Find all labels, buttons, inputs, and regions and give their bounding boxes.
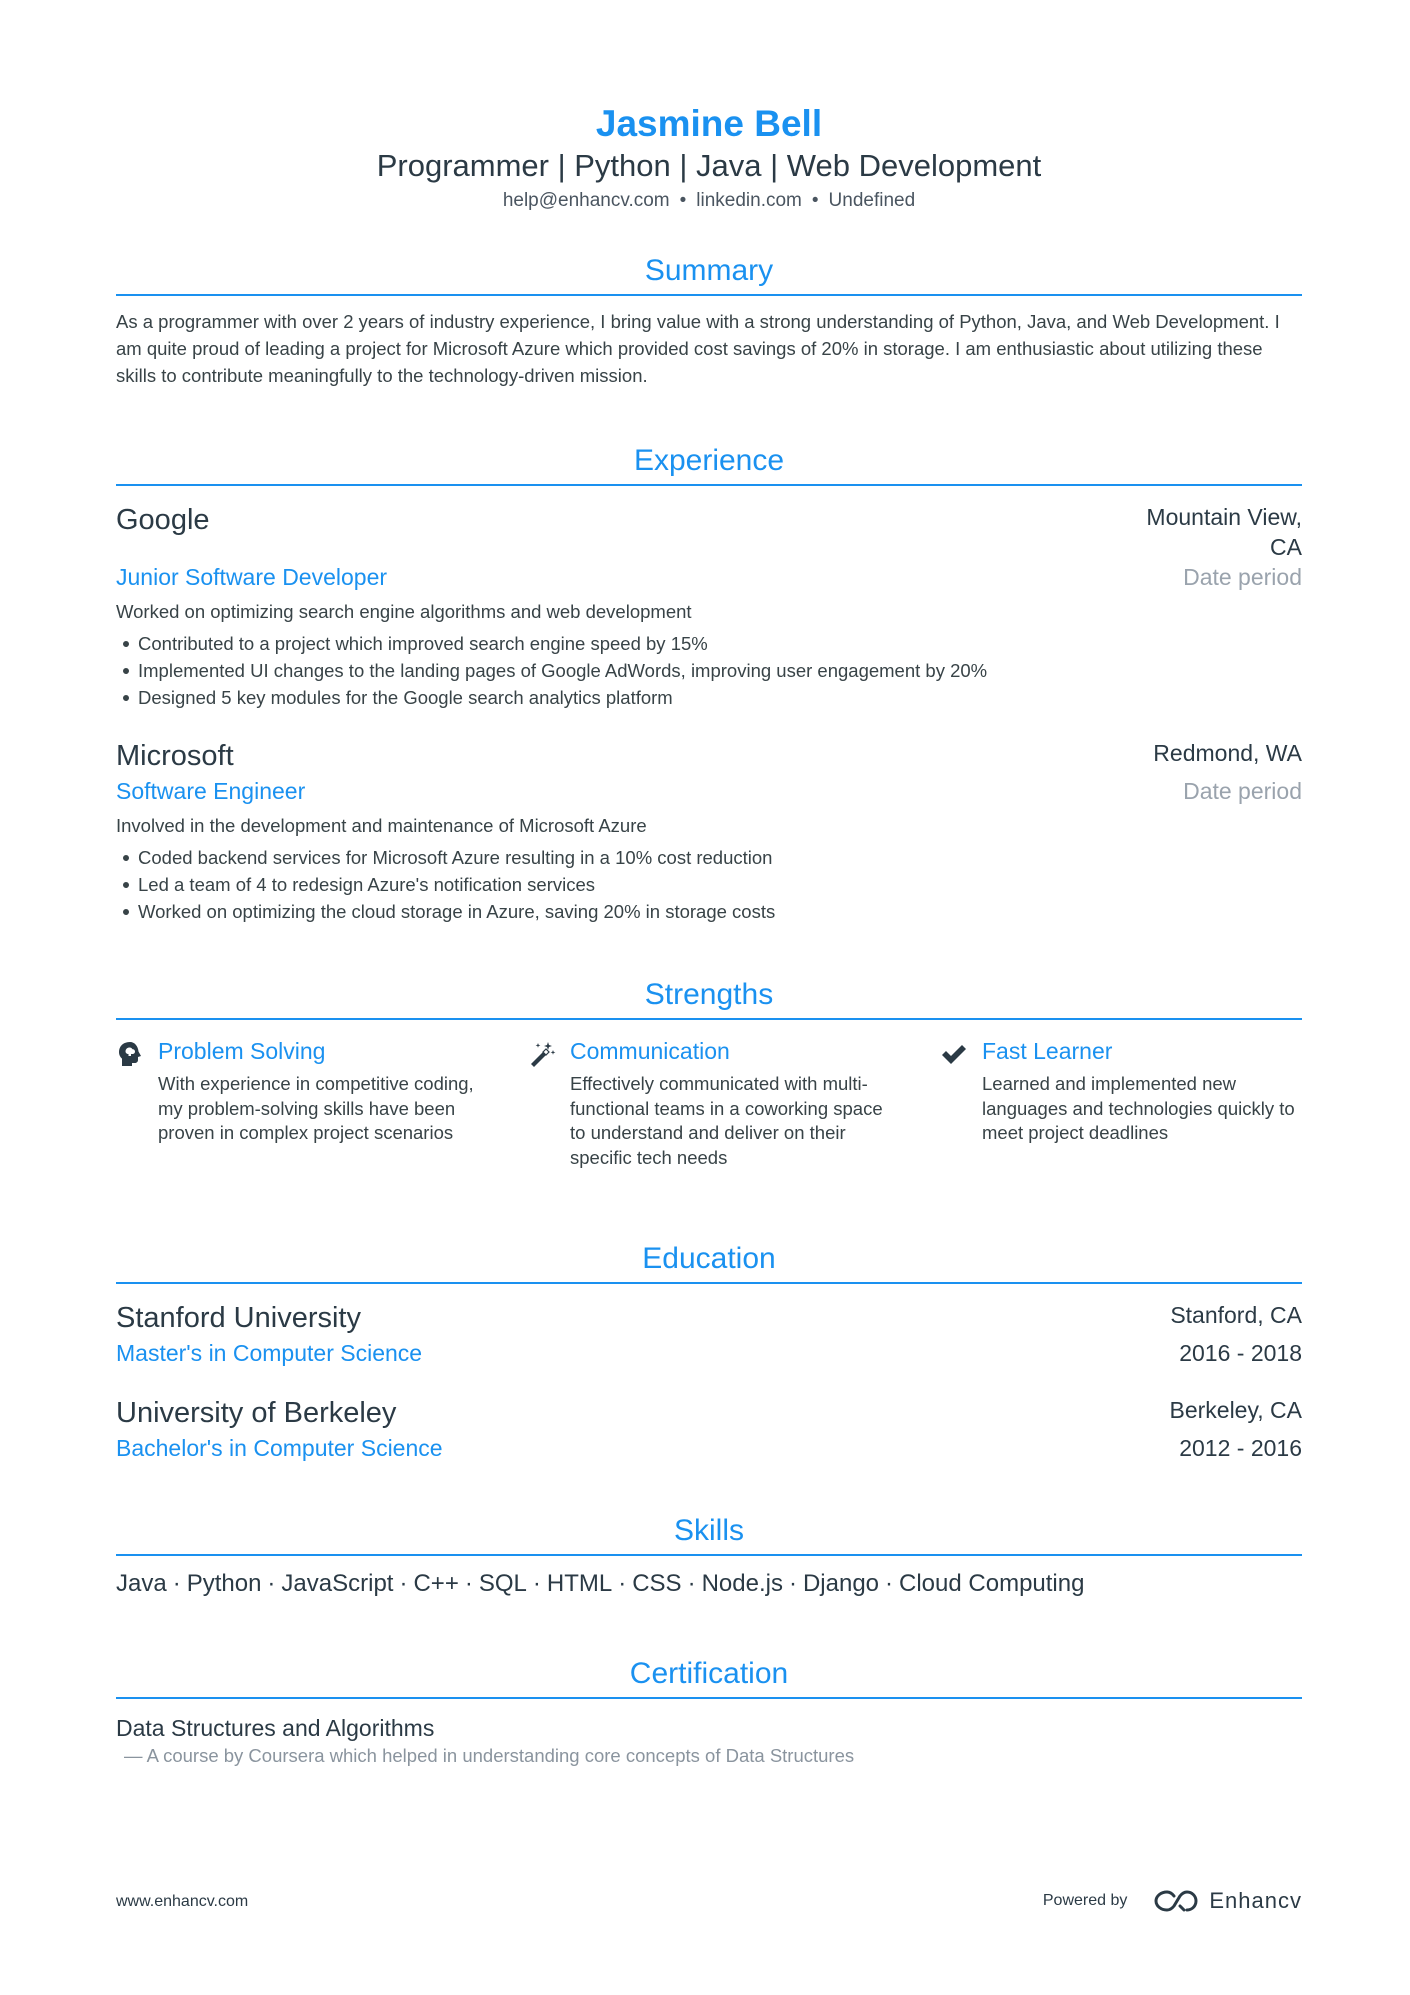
strength-title: Problem Solving: [158, 1038, 326, 1064]
summary-text: As a programmer with over 2 years of industry experience, I bring value with a strong understanding of Python, Java, and Web Development. I am quite proud of leading a project for Microsoft Azure which provided cost savings of 20% in storage. I am enthusiastic about utilizing these skills to contribute meaningfully to the technology-driven mission.: [116, 311, 1280, 386]
strength-title: Fast Learner: [982, 1038, 1113, 1064]
strength-description: With experience in competitive coding, my problem-solving skills have been proven in complex project scenarios: [158, 1073, 474, 1143]
list-item: Coded backend services for Microsoft Azure resulting in a 10% cost reduction: [116, 844, 775, 871]
degree-name: Bachelor's in Computer Science: [116, 1435, 443, 1461]
separator-dot: •: [811, 190, 819, 211]
job-location-line1: Mountain View,: [1146, 504, 1302, 530]
skill-tag: C++: [413, 1570, 459, 1597]
candidate-name: Jasmine Bell: [595, 103, 823, 144]
footer-website[interactable]: www.enhancv.com: [116, 1893, 249, 1910]
list-item: Designed 5 key modules for the Google search analytics platform: [116, 684, 987, 711]
strength-description: Learned and implemented new languages and technologies quickly to meet project deadlines: [982, 1073, 1295, 1143]
skill-tag: CSS: [632, 1570, 682, 1597]
certification-description-text: A course by Coursera which helped in understanding core concepts of Data Structures: [146, 1745, 855, 1766]
experience-section: [116, 442, 1302, 486]
company-name: Google: [116, 504, 210, 536]
skills-heading: Skills: [673, 1514, 744, 1547]
skill-tag: Java: [116, 1570, 167, 1597]
brand-name: Enhancv: [1209, 1888, 1302, 1913]
job-description: Involved in the development and maintenance of Microsoft Azure: [116, 815, 647, 836]
experience-entry-microsoft: [116, 738, 1302, 928]
strengths-section: [116, 976, 1302, 1020]
skill-tag: SQL: [478, 1570, 527, 1597]
strength-title: Communication: [570, 1038, 730, 1064]
school-name: Stanford University: [116, 1302, 361, 1334]
list-item: Implemented UI changes to the landing pages of Google AdWords, improving user engagement by 20%: [116, 657, 987, 684]
job-bullets: [116, 630, 987, 711]
skill-tag: Cloud Computing: [899, 1570, 1085, 1597]
section-divider: [116, 1554, 1302, 1556]
dash-icon: —: [124, 1745, 147, 1766]
checkmark-icon: [940, 1040, 968, 1068]
education-section: [116, 1240, 1302, 1284]
contact-line: [116, 188, 1302, 214]
education-heading: Education: [642, 1242, 776, 1275]
job-location: Redmond, WA: [1153, 740, 1302, 766]
list-item: Worked on optimizing the cloud storage in Azure, saving 20% in storage costs: [116, 898, 775, 925]
skills-section: [116, 1512, 1302, 1600]
education-entry-stanford: [116, 1300, 1302, 1380]
school-name: University of Berkeley: [116, 1397, 397, 1429]
strength-description: Effectively communicated with multi-functional teams in a coworking space to understand and deliver on their specific tech needs: [570, 1073, 883, 1168]
certification-heading: Certification: [629, 1657, 789, 1690]
section-divider: [116, 1018, 1302, 1020]
candidate-title: Programmer | Python | Java | Web Development: [376, 148, 1042, 183]
certification-section: [116, 1655, 1302, 1769]
summary-section: [116, 252, 1302, 389]
job-description: Worked on optimizing search engine algorithms and web development: [116, 601, 692, 622]
section-divider: [116, 1282, 1302, 1284]
job-location: [1146, 502, 1302, 562]
skill-tag: JavaScript: [281, 1570, 394, 1597]
section-divider: [116, 294, 1302, 296]
magic-wand-icon: [528, 1040, 556, 1068]
job-role: Software Engineer: [116, 778, 306, 804]
brain-head-icon: [116, 1040, 144, 1068]
list-item: Led a team of 4 to redesign Azure's notification services: [116, 871, 775, 898]
separator-dot: •: [679, 190, 687, 211]
section-divider: [116, 1697, 1302, 1699]
section-divider: [116, 484, 1302, 486]
job-role: Junior Software Developer: [116, 564, 388, 590]
location-text: Undefined: [828, 190, 916, 211]
list-item: Contributed to a project which improved search engine speed by 15%: [116, 630, 987, 657]
job-date: Date period: [1183, 778, 1302, 804]
enhancv-logo-icon: [1153, 1888, 1199, 1914]
powered-by-label: Powered by: [1042, 1892, 1128, 1909]
email-link[interactable]: help@enhancv.com: [502, 190, 670, 211]
footer-branding: [1043, 1883, 1302, 1919]
skill-tag: Node.js: [701, 1570, 783, 1597]
skill-tag: Django: [802, 1570, 880, 1597]
skills-list: Java · Python · JavaScript · C++ · SQL · HTML · CSS · Node.js · Django · Cloud Computing: [116, 1570, 1085, 1597]
certification-name: Data Structures and Algorithms: [116, 1715, 435, 1741]
strengths-heading: Strengths: [644, 978, 774, 1011]
education-dates: 2012 - 2016: [1179, 1435, 1302, 1461]
skill-tag: HTML: [546, 1570, 613, 1597]
experience-entry-google: [116, 502, 1302, 712]
experience-heading: Experience: [633, 444, 785, 477]
resume-header: [116, 102, 1302, 214]
education-dates: 2016 - 2018: [1179, 1340, 1302, 1366]
job-date: Date period: [1183, 564, 1302, 590]
job-location-line2: CA: [1270, 534, 1302, 560]
skill-tag: Python: [186, 1570, 262, 1597]
education-entry-berkeley: [116, 1395, 1302, 1475]
certification-description: [116, 1743, 1302, 1769]
degree-name: Master's in Computer Science: [116, 1340, 423, 1366]
summary-heading: Summary: [644, 254, 774, 287]
school-location: Berkeley, CA: [1169, 1397, 1302, 1423]
job-bullets: [116, 844, 775, 925]
linkedin-link[interactable]: linkedin.com: [696, 190, 802, 211]
school-location: Stanford, CA: [1170, 1302, 1302, 1328]
company-name: Microsoft: [116, 740, 234, 772]
